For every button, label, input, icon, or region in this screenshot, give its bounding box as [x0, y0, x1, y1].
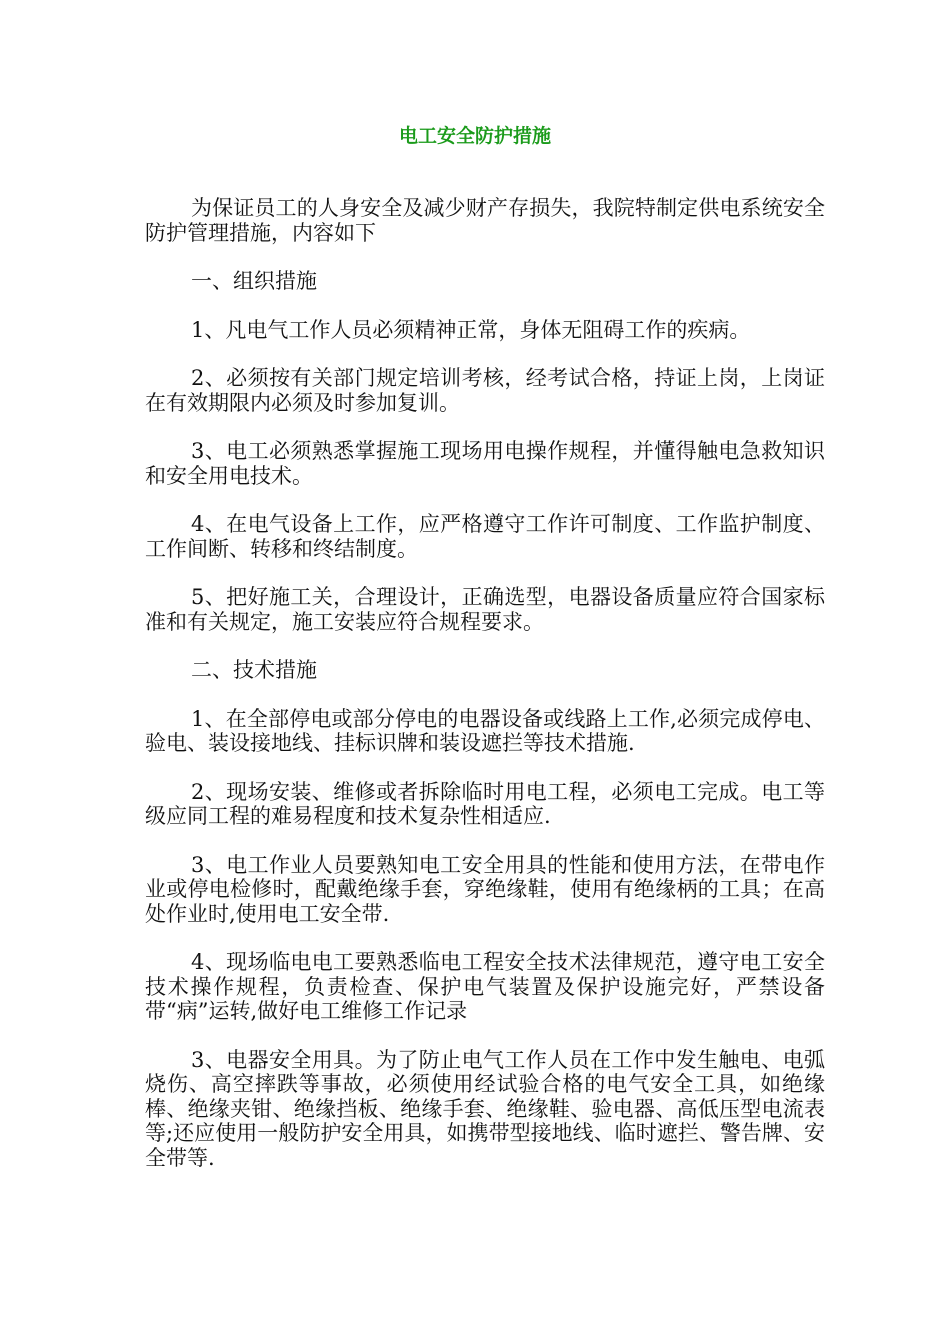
- paragraph-tech-3: 3、电工作业人员要熟知电工安全用具的性能和使用方法，在带电作业或停电检修时，配戴绝缘手套，穿绝缘鞋，使用有绝缘柄的工具；在高处作业时,使用电工安全带.: [145, 852, 825, 926]
- paragraph-org-1: 1、凡电气工作人员必须精神正常，身体无阻碍工作的疾病。: [191, 317, 751, 342]
- section-heading-organization: 一、组织措施: [191, 269, 317, 293]
- paragraph-tech-1: 1、在全部停电或部分停电的电器设备或线路上工作,必须完成停电、验电、装设接地线、挂标识牌和装设遮拦等技术措施.: [145, 706, 825, 755]
- document-body: [145, 196, 825, 1194]
- intro-paragraph: 为保证员工的人身安全及减少财产存损失，我院特制定供电系统安全防护管理措施，内容如下: [145, 196, 825, 245]
- paragraph-org-3: 3、电工必须熟悉掌握施工现场用电操作规程，并懂得触电急救知识和安全用电技术。: [145, 439, 825, 488]
- paragraph-org-2: 2、必须按有关部门规定培训考核，经考试合格，持证上岗，上岗证在有效期限内必须及时参加复训。: [145, 366, 825, 415]
- paragraph-safety-tools: 3、电器安全用具。为了防止电气工作人员在工作中发生触电、电弧烧伤、高空摔跌等事故，必须使用经试验合格的电气安全工具，如绝缘棒、绝缘夹钳、绝缘挡板、绝缘手套、绝缘鞋、验电器、高低压型电流表等;还应使用一般防护安全用具，如携带型接地线、临时遮拦、警告牌、安全带等.: [145, 1047, 825, 1170]
- paragraph-org-4: 4、在电气设备上工作，应严格遵守工作许可制度、工作监护制度、工作间断、转移和终结制度。: [145, 512, 825, 561]
- section-heading-technical: 二、技术措施: [191, 658, 317, 682]
- paragraph-tech-4: 4、现场临电电工要熟悉临电工程安全技术法律规范，遵守电工安全技术操作规程，负责检查、保护电气装置及保护设施完好，严禁设备带“病”运转,做好电工维修工作记录: [145, 950, 825, 1023]
- paragraph-tech-2: 2、现场安装、维修或者拆除临时用电工程，必须电工完成。电工等级应同工程的难易程度和技术复杂性相适应.: [145, 779, 825, 828]
- paragraph-org-5: 5、把好施工关，合理设计，正确选型，电器设备质量应符合国家标准和有关规定，施工安装应符合规程要求。: [145, 585, 825, 634]
- document-title: 电工安全防护措施: [398, 125, 551, 147]
